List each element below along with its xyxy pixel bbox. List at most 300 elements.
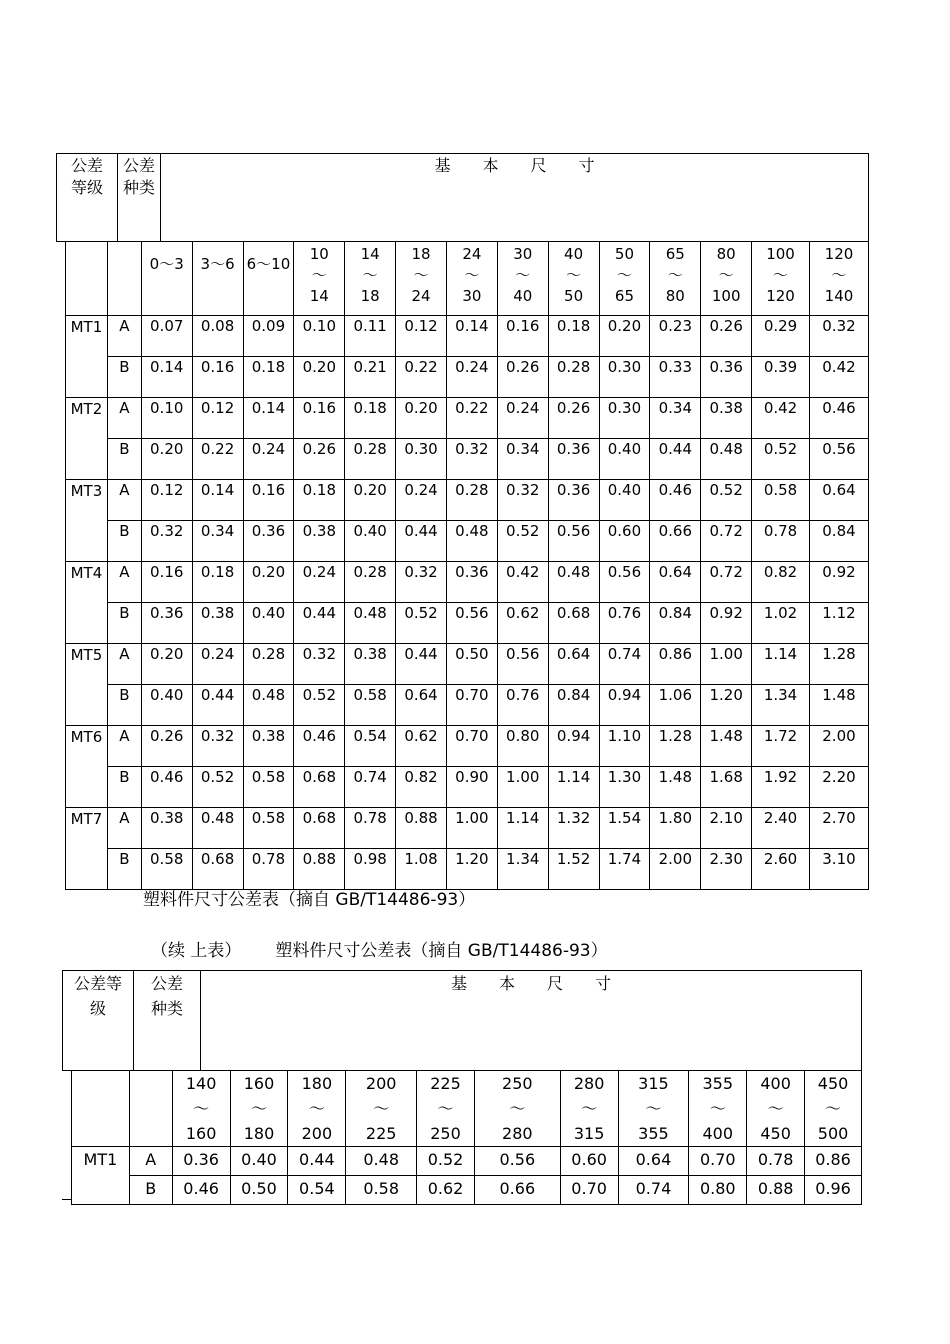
range-lower: 180 [301,1074,333,1093]
value-cell: 1.20 [701,685,752,726]
value-cell: 0.16 [497,316,548,357]
value-cell: 0.48 [346,1147,417,1176]
range-lower: 315 [638,1074,669,1093]
continued-title: 塑料件尺寸公差表（摘自 GB/T14486-93） [275,941,608,961]
grade-cell: MT4 [66,562,108,644]
value-cell: 0.56 [474,1147,560,1176]
size-range-header: 6～10 [243,242,294,316]
size-range-header [230,1071,288,1147]
value-cell: 1.14 [548,767,599,808]
value-cell: 0.68 [192,849,243,890]
value-cell: 0.28 [548,357,599,398]
range-upper: 100 [711,287,741,305]
size-range-header [701,242,752,316]
value-cell: 0.24 [192,644,243,685]
type-cell: B [129,1176,172,1205]
value-cell: 0.36 [243,521,294,562]
range-lower: 30 [513,245,533,263]
value-cell: 0.24 [243,439,294,480]
size-range-row [66,242,869,316]
value-cell: 0.52 [417,1147,475,1176]
value-cell: 0.38 [345,644,396,685]
table-caption-continued [151,936,608,961]
value-cell: 0.30 [396,439,447,480]
value-cell: 3.10 [809,849,868,890]
table-edge-line [62,1199,72,1200]
value-cell: 0.48 [446,521,497,562]
type-cell: B [107,357,141,398]
range-lower: 80 [716,245,736,263]
range-lower: 14 [360,245,380,263]
value-cell: 0.64 [618,1147,689,1176]
type-cell: A [107,480,141,521]
value-cell: 0.72 [701,562,752,603]
value-cell: 0.46 [809,398,868,439]
type-cell: A [129,1147,172,1176]
value-cell: 0.84 [548,685,599,726]
value-cell: 0.62 [417,1176,475,1205]
value-cell: 0.48 [548,562,599,603]
value-cell: 1.20 [446,849,497,890]
table-caption: 塑料件尺寸公差表（摘自 GB/T14486-93） [143,890,476,910]
value-cell: 0.32 [396,562,447,603]
value-cell: 0.32 [192,726,243,767]
value-cell: 1.80 [650,808,701,849]
value-cell: 0.14 [446,316,497,357]
value-cell: 0.58 [752,480,810,521]
value-cell: 0.09 [243,316,294,357]
blank-cell [129,1071,172,1147]
value-cell: 0.74 [599,644,650,685]
value-cell: 0.94 [599,685,650,726]
value-cell: 0.28 [243,644,294,685]
size-range-header [345,242,396,316]
type-cell: B [107,685,141,726]
tolerance-table-1-header [56,153,869,242]
value-cell: 0.46 [650,480,701,521]
value-cell: 0.84 [650,603,701,644]
value-cell: 1.00 [446,808,497,849]
value-cell: 0.23 [650,316,701,357]
range-upper: 500 [817,1124,849,1143]
range-tilde: ～ [645,1099,662,1118]
range-lower: 65 [665,245,685,263]
table-row [72,1147,862,1176]
value-cell: 0.44 [192,685,243,726]
value-cell: 0.50 [446,644,497,685]
value-cell: 1.92 [752,767,810,808]
range-lower: 400 [760,1074,791,1093]
value-cell: 0.92 [701,603,752,644]
value-cell: 0.62 [396,726,447,767]
value-cell: 0.34 [497,439,548,480]
value-cell: 0.78 [243,849,294,890]
range-lower: 225 [430,1074,461,1093]
value-cell: 2.20 [809,767,868,808]
value-cell: 0.38 [701,398,752,439]
size-range-header [172,1071,230,1147]
type-header: 公差种类 [134,971,201,1071]
value-cell: 1.28 [650,726,701,767]
table-row [66,521,869,562]
value-cell: 0.62 [497,603,548,644]
type-cell: B [107,439,141,480]
range-upper: 250 [430,1124,461,1143]
value-cell: 0.40 [243,603,294,644]
range-tilde: ～ [831,266,847,284]
range-upper: 65 [614,287,634,305]
value-cell: 0.42 [497,562,548,603]
value-cell: 0.40 [599,480,650,521]
value-cell: 0.52 [701,480,752,521]
value-cell: 0.20 [396,398,447,439]
value-cell: 0.58 [346,1176,417,1205]
range-tilde: ～ [515,266,531,284]
value-cell: 0.32 [446,439,497,480]
range-tilde: ～ [308,1099,325,1118]
value-cell: 0.68 [548,603,599,644]
range-upper: 315 [573,1124,605,1143]
type-cell: B [107,767,141,808]
value-cell: 0.40 [141,685,192,726]
value-cell: 0.14 [243,398,294,439]
grade-cell: MT5 [66,644,108,726]
range-upper: 280 [502,1124,533,1143]
value-cell: 0.82 [396,767,447,808]
value-cell: 0.20 [141,644,192,685]
blank-cell [107,242,141,316]
value-cell: 0.64 [396,685,447,726]
value-cell: 0.70 [446,685,497,726]
value-cell: 0.60 [599,521,650,562]
size-range-header [599,242,650,316]
value-cell: 0.11 [345,316,396,357]
value-cell: 0.48 [243,685,294,726]
value-cell: 0.70 [446,726,497,767]
range-lower: 160 [243,1074,275,1093]
value-cell: 1.14 [497,808,548,849]
type-cell: B [107,521,141,562]
value-cell: 1.48 [650,767,701,808]
value-cell: 0.32 [497,480,548,521]
value-cell: 0.22 [192,439,243,480]
range-lower: 140 [185,1074,217,1093]
value-cell: 0.22 [446,398,497,439]
value-cell: 0.40 [230,1147,288,1176]
tolerance-table-1 [65,241,869,890]
table-row [66,644,869,685]
value-cell: 0.20 [141,439,192,480]
table-row [72,1176,862,1205]
value-cell: 2.40 [752,808,810,849]
value-cell: 0.68 [294,808,345,849]
type-header: 公差种类 [118,154,161,242]
value-cell: 0.78 [752,521,810,562]
grade-cell: MT3 [66,480,108,562]
value-cell: 0.46 [172,1176,230,1205]
type-cell: A [107,726,141,767]
size-range-header [288,1071,346,1147]
value-cell: 1.34 [497,849,548,890]
value-cell: 0.92 [809,562,868,603]
value-cell: 0.60 [560,1147,618,1176]
value-cell: 0.36 [446,562,497,603]
range-tilde: ～ [616,266,632,284]
value-cell: 1.10 [599,726,650,767]
size-range-header [618,1071,689,1147]
value-cell: 0.22 [396,357,447,398]
size-range-header [548,242,599,316]
range-upper: 30 [462,287,482,305]
type-cell: A [107,398,141,439]
value-cell: 0.36 [701,357,752,398]
value-cell: 0.40 [345,521,396,562]
value-cell: 0.46 [294,726,345,767]
value-cell: 0.88 [294,849,345,890]
size-range-header [294,242,345,316]
type-cell: A [107,562,141,603]
value-cell: 0.18 [548,316,599,357]
size-range-header [689,1071,747,1147]
range-tilde: ～ [437,1099,454,1118]
range-tilde: ～ [362,266,378,284]
size-range-header [396,242,447,316]
value-cell: 0.38 [141,808,192,849]
value-cell: 0.34 [650,398,701,439]
grade-cell: MT1 [66,316,108,398]
grade-cell: MT6 [66,726,108,808]
value-cell: 0.64 [809,480,868,521]
range-lower: 100 [766,245,795,263]
value-cell: 2.70 [809,808,868,849]
value-cell: 0.20 [243,562,294,603]
value-cell: 1.00 [701,644,752,685]
size-range-row [72,1071,862,1147]
value-cell: 0.68 [294,767,345,808]
range-tilde: ～ [581,1099,598,1118]
range-tilde: ～ [566,266,582,284]
range-upper: 40 [513,287,533,305]
range-upper: 140 [824,287,854,305]
grade-cell: MT7 [66,808,108,890]
value-cell: 0.38 [294,521,345,562]
value-cell: 0.40 [599,439,650,480]
value-cell: 0.42 [809,357,868,398]
value-cell: 0.86 [805,1147,862,1176]
value-cell: 0.94 [548,726,599,767]
value-cell: 0.58 [345,685,396,726]
continued-note: （续 上表） [151,941,242,961]
grade-header: 公差等级 [63,971,134,1071]
value-cell: 1.72 [752,726,810,767]
range-tilde: ～ [311,266,327,284]
range-tilde: ～ [193,1099,210,1118]
value-cell: 0.34 [192,521,243,562]
value-cell: 0.48 [192,808,243,849]
value-cell: 0.38 [243,726,294,767]
range-lower: 450 [817,1074,849,1093]
value-cell: 0.76 [599,603,650,644]
value-cell: 1.06 [650,685,701,726]
range-tilde: ～ [825,1099,842,1118]
value-cell: 0.14 [141,357,192,398]
value-cell: 0.50 [230,1176,288,1205]
range-lower: 280 [573,1074,605,1093]
value-cell: 0.74 [345,767,396,808]
size-range-header [747,1071,805,1147]
range-upper: 120 [766,287,795,305]
value-cell: 0.66 [650,521,701,562]
range-tilde: ～ [413,266,429,284]
value-cell: 2.00 [650,849,701,890]
value-cell: 0.12 [192,398,243,439]
table-row [66,357,869,398]
value-cell: 0.18 [294,480,345,521]
size-range-header [446,242,497,316]
value-cell: 0.54 [345,726,396,767]
value-cell: 0.16 [141,562,192,603]
value-cell: 0.20 [599,316,650,357]
table-row [66,726,869,767]
value-cell: 0.28 [345,439,396,480]
value-cell: 0.16 [294,398,345,439]
value-cell: 0.56 [548,521,599,562]
range-lower: 120 [824,245,854,263]
size-range-header [809,242,868,316]
value-cell: 0.08 [192,316,243,357]
range-lower: 355 [702,1074,734,1093]
value-cell: 0.30 [599,357,650,398]
value-cell: 0.26 [548,398,599,439]
value-cell: 1.32 [548,808,599,849]
value-cell: 2.10 [701,808,752,849]
range-upper: 18 [360,287,380,305]
value-cell: 0.39 [752,357,810,398]
grade-cell: MT1 [72,1147,130,1205]
table-row [66,603,869,644]
value-cell: 0.52 [752,439,810,480]
value-cell: 0.80 [497,726,548,767]
value-cell: 0.64 [548,644,599,685]
value-cell: 0.36 [548,480,599,521]
value-cell: 0.58 [141,849,192,890]
value-cell: 0.32 [294,644,345,685]
value-cell: 0.38 [192,603,243,644]
range-lower: 200 [365,1074,397,1093]
value-cell: 0.12 [396,316,447,357]
value-cell: 0.52 [192,767,243,808]
range-lower: 10 [309,245,329,263]
value-cell: 2.60 [752,849,810,890]
blank-cell [72,1071,130,1147]
table-row [66,480,869,521]
range-lower: 50 [614,245,634,263]
blank-cell [66,242,108,316]
value-cell: 0.48 [701,439,752,480]
value-cell: 0.24 [294,562,345,603]
value-cell: 0.64 [650,562,701,603]
value-cell: 0.33 [650,357,701,398]
value-cell: 0.54 [288,1176,346,1205]
range-lower: 24 [462,245,482,263]
value-cell: 1.48 [701,726,752,767]
range-tilde: ～ [509,1099,526,1118]
size-range-header [417,1071,475,1147]
table-row [66,316,869,357]
size-range-header [650,242,701,316]
value-cell: 0.56 [809,439,868,480]
range-tilde: ～ [464,266,480,284]
value-cell: 1.28 [809,644,868,685]
size-range-header [474,1071,560,1147]
value-cell: 0.29 [752,316,810,357]
range-upper: 24 [411,287,431,305]
value-cell: 1.54 [599,808,650,849]
range-tilde: ～ [373,1099,390,1118]
value-cell: 0.86 [650,644,701,685]
value-cell: 0.44 [288,1147,346,1176]
table-row [66,849,869,890]
type-cell: B [107,849,141,890]
value-cell: 0.88 [747,1176,805,1205]
table-row [66,808,869,849]
value-cell: 0.32 [141,521,192,562]
value-cell: 0.44 [396,521,447,562]
value-cell: 0.74 [618,1176,689,1205]
value-cell: 1.08 [396,849,447,890]
range-lower: 18 [411,245,431,263]
range-tilde: ～ [767,1099,784,1118]
size-range-header: 3～6 [192,242,243,316]
value-cell: 0.56 [446,603,497,644]
range-upper: 355 [638,1124,669,1143]
value-cell: 0.28 [345,562,396,603]
value-cell: 0.26 [141,726,192,767]
range-tilde: ～ [250,1099,267,1118]
range-upper: 200 [301,1124,333,1143]
value-cell: 0.12 [141,480,192,521]
range-upper: 160 [185,1124,217,1143]
value-cell: 0.21 [345,357,396,398]
value-cell: 0.24 [497,398,548,439]
grade-cell: MT2 [66,398,108,480]
tolerance-table-2-header [62,970,862,1071]
value-cell: 0.32 [809,316,868,357]
range-upper: 50 [564,287,584,305]
value-cell: 0.10 [141,398,192,439]
value-cell: 0.78 [747,1147,805,1176]
table-row [66,767,869,808]
table-row [66,685,869,726]
value-cell: 0.44 [396,644,447,685]
value-cell: 1.34 [752,685,810,726]
type-cell: A [107,316,141,357]
size-range-header [560,1071,618,1147]
table-row [66,562,869,603]
type-cell: A [107,644,141,685]
value-cell: 0.56 [497,644,548,685]
value-cell: 0.24 [396,480,447,521]
value-cell: 0.82 [752,562,810,603]
value-cell: 0.56 [599,562,650,603]
tolerance-table-2 [71,1070,862,1205]
value-cell: 0.52 [396,603,447,644]
value-cell: 0.98 [345,849,396,890]
value-cell: 0.24 [446,357,497,398]
value-cell: 0.10 [294,316,345,357]
value-cell: 0.88 [396,808,447,849]
value-cell: 0.26 [701,316,752,357]
